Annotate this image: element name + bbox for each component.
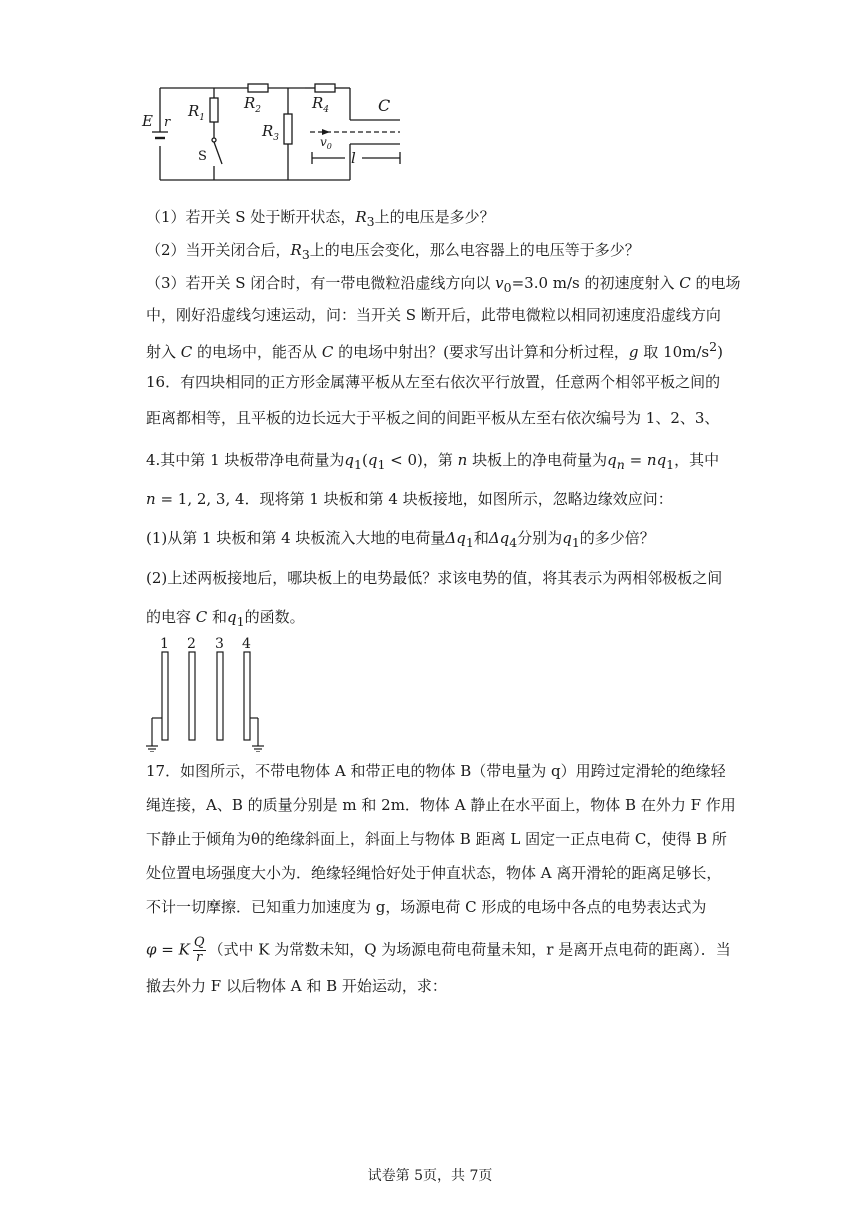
label-l: l: [351, 149, 356, 167]
plate-label-3: 3: [215, 636, 224, 652]
page-footer: 试卷第 5页，共 7页: [367, 1168, 493, 1184]
svg-text:R4: $R_4$: [312, 94, 330, 115]
plate-label-1: 1: [160, 636, 169, 652]
plates-diagram: [140, 634, 270, 752]
q17-line2: 绳连接，A、B 的质量分别是 m 和 2m．物体 A 静止在水平面上，物体 B 在外力 F 作用: [146, 796, 736, 814]
q16-question1: (1)从第 1 块板和第 4 块板流入大地的电荷量$\Delta q_1$和$\Delta q_4$分别为$q_1$的多少倍？: [146, 529, 655, 550]
label-C: C: [378, 96, 391, 115]
q15-part2: （2）当开关闭合后，$R_3$上的电压会变化，那么电容器上的电压等于多少？: [146, 241, 640, 262]
q16-question2: (2)上述两板接地后，哪块板上的电势最低？求该电势的值，将其表示为两相邻极板之间: [146, 569, 723, 587]
label-S: S: [198, 149, 207, 164]
q15-part1: （1）若开关 S 处于断开状态，$R_3$上的电压是多少？: [146, 208, 495, 229]
q17-line7: 撤去外力 F 以后物体 A 和 B 开始运动，求：: [146, 977, 447, 995]
q16-line3: 4.其中第 1 块板带净电荷量为$q_1(q_1 < 0)$，第 n 块板上的净电荷量为$q_n = nq_1$，其中: [146, 451, 720, 472]
circuit-diagram: [140, 80, 420, 190]
q17-line4: 处位置电场强度大小为．绝缘轻绳恰好处于伸直状态，物体 A 离开滑轮的距离足够长，: [146, 864, 722, 882]
svg-text:v0: $v_0$: [320, 135, 332, 151]
svg-text:R1: $R_1$: [188, 102, 206, 123]
q16-question2-cont: 的电容 C 和$q_1$的函数。: [146, 608, 305, 629]
q16-line2: 距离都相等，且平板的边长远大于平板之间的间距平板从左至右依次编号为 1、2、3、: [146, 409, 720, 427]
q15-part3-line3: 射入 C 的电场中，能否从 C 的电场中射出？(要求写出计算和分析过程，g 取 $10m/s^2$): [146, 339, 723, 361]
q17-line1: 17．如图所示，不带电物体 A 和带正电的物体 B（带电量为 q）用跨过定滑轮的绝缘轻: [146, 762, 726, 780]
q16-line4: n = 1, 2, 3, 4．现将第 1 块板和第 4 块板接地，如图所示，忽略边缘效应问：: [146, 490, 673, 508]
q17-line6: φ = K $\frac{Q}{r}$ （式中 K 为常数未知，Q 为场源电荷电荷量未知，r 是离开点电荷的距离）．当: [146, 935, 731, 965]
svg-text:R3: $R_3$: [262, 122, 280, 143]
q17-line3: 下静止于倾角为θ的绝缘斜面上，斜面上与物体 B 距离 L 固定一正点电荷 C，使得 B 所: [146, 830, 727, 848]
label-r: r: [164, 115, 171, 130]
fraction-Q-over-r: $\frac{Q}{r}$: [193, 935, 205, 965]
q15-part3-line1: （3）若开关 S 闭合时，有一带电微粒沿虚线方向以 $v_0=3.0$ m/s 的初速度射入 C 的电场: [146, 274, 741, 295]
plate-label-2: 2: [187, 636, 196, 652]
label-E: E: [142, 112, 153, 130]
q15-part3-line2: 中，刚好沿虚线匀速运动，问：当开关 S 断开后，此带电微粒以相同初速度沿虚线方向: [146, 306, 721, 324]
q17-line5: 不计一切摩擦．已知重力加速度为 g，场源电荷 C 形成的电场中各点的电势表达式为: [146, 898, 707, 916]
q16-line1: 16．有四块相同的正方形金属薄平板从左至右依次平行放置，任意两个相邻平板之间的: [146, 373, 721, 391]
plate-label-4: 4: [242, 636, 251, 652]
svg-text:R2: $R_2$: [244, 94, 262, 115]
